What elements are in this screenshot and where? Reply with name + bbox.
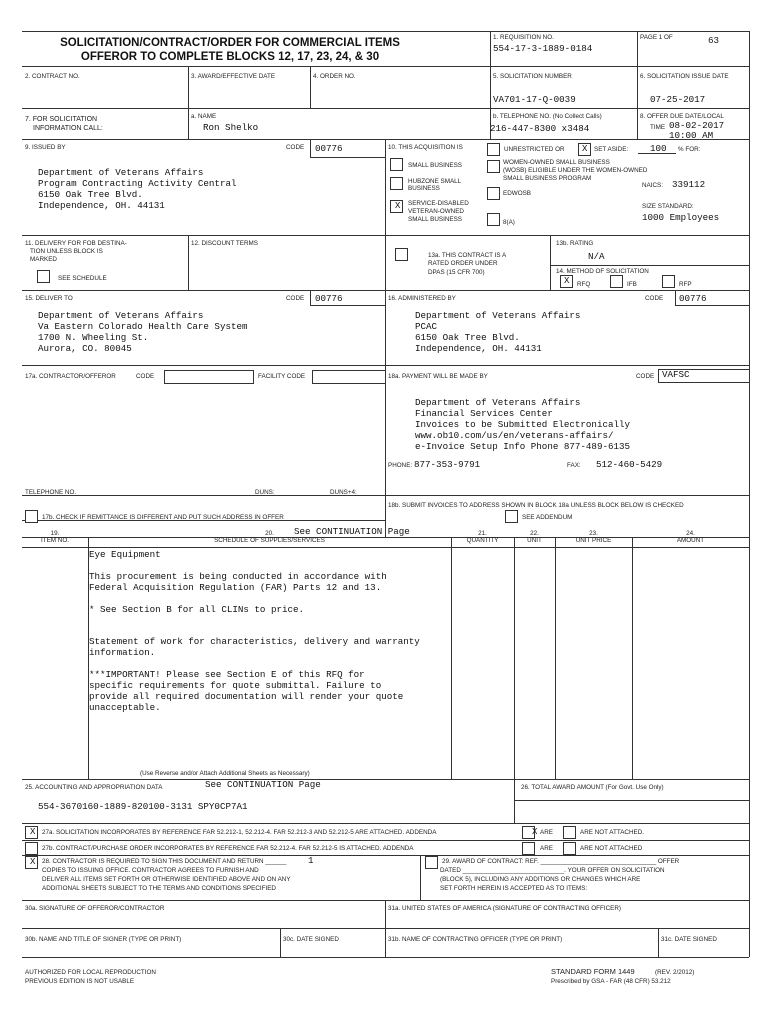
payment-line-3: Invoices to be Submitted Electronically — [415, 419, 631, 430]
duns-label: DUNS: — [255, 489, 275, 496]
clause-28-line-2: COPIES TO ISSUING OFFICE. CONTRACTOR AGREES TO FURNISH AND — [42, 867, 259, 874]
contact-name: Ron Shelko — [203, 122, 259, 133]
administered-by-line-2: PCAC — [415, 321, 438, 332]
administered-by-line-1: Department of Veterans Affairs — [415, 310, 581, 321]
solicitation-no-label: 5. SOLICITATION NUMBER — [493, 73, 572, 80]
order-no-label: 4. ORDER NO. — [313, 73, 356, 80]
solicitation-no-value: VA701-17-Q-0039 — [493, 94, 576, 105]
requisition-value: 554-17-3-1889-0184 — [493, 43, 593, 54]
deliver-to-code-label: CODE — [286, 295, 305, 302]
hubzone-label-2: BUSINESS — [408, 185, 440, 192]
signer-date-label: 30c. DATE SIGNED — [283, 936, 339, 943]
remittance-checkbox[interactable] — [25, 510, 38, 523]
wosb-label-2: (WOSB) ELIGIBLE UNDER THE WOMEN-OWNED — [503, 167, 648, 174]
footer-revision: (REV. 2/2012) — [655, 969, 695, 976]
administered-by-label: 16. ADMINISTERED BY — [388, 295, 456, 302]
set-aside-mark: X — [582, 144, 588, 154]
col-amount-2: AMOUNT — [676, 537, 705, 544]
offer-due-label: 8. OFFER DUE DATE/LOCAL — [640, 113, 724, 120]
schedule-line: specific requirements for quote submittal. Failure to — [89, 680, 382, 691]
contractor-telephone-label: TELEPHONE NO. — [25, 489, 77, 496]
page-label: PAGE 1 OF — [640, 34, 673, 41]
rated-order-label-2: RATED ORDER UNDER — [428, 260, 498, 267]
issued-by-line-4: Independence, OH. 44131 — [38, 200, 165, 211]
col-schedule-2: SCHEDULE OF SUPPLIES/SERVICES — [214, 537, 325, 544]
page-total: 63 — [708, 35, 720, 46]
rfq-label: RFQ — [577, 281, 591, 288]
deliver-to-line-2: Va Eastern Colorado Health Care System — [38, 321, 248, 332]
deliver-to-label: 15. DELIVER TO — [25, 295, 73, 302]
8a-label: 8(A) — [503, 219, 515, 226]
clause-27a-are-mark: X — [532, 827, 538, 837]
contractor-label: 17a. CONTRACTOR/OFFEROR — [25, 373, 116, 380]
clause-27a-are-label: ARE — [540, 829, 553, 836]
clause-29-line-4: SET FORTH HEREIN IS ACCEPTED AS TO ITEMS: — [440, 885, 588, 892]
addendum-checkbox[interactable] — [505, 510, 518, 523]
contractor-code-label: CODE — [136, 373, 155, 380]
delivery-fob-label-3: MARKED — [30, 256, 57, 263]
sdvosb-label-1: SERVICE-DISABLED — [408, 200, 469, 207]
clause-29-line-3: (BLOCK 5), INCLUDING ANY ADDITIONS OR CHANGES WHICH ARE — [440, 876, 641, 883]
col-quantity-1: 21. — [478, 530, 487, 537]
clause-27a-are-not-label: ARE NOT ATTACHED. — [580, 829, 645, 836]
payment-line-1: Department of Veterans Affairs — [415, 397, 581, 408]
discount-terms-label: 12. DISCOUNT TERMS — [191, 240, 258, 247]
set-aside-percent: 100 — [650, 143, 667, 154]
clause-28-line-4: ADDITIONAL SHEETS SUBJECT TO THE TERMS AND CONDITIONS SPECIFIED — [42, 885, 276, 892]
schedule-line: Federal Acquisition Regulation (FAR) Parts 12 and 13. — [89, 582, 382, 593]
administered-by-code-label: CODE — [645, 295, 664, 302]
delivery-fob-label-1: 11. DELIVERY FOR FOB DESTINA- — [25, 240, 127, 247]
name-label: a. NAME — [191, 113, 217, 120]
set-aside-label: SET ASIDE: — [594, 146, 629, 153]
administered-by-code: 00776 — [679, 293, 707, 304]
clause-27b-are-checkbox[interactable] — [522, 842, 535, 855]
telephone-label: b. TELEPHONE NO. (No Collect Calls) — [493, 113, 602, 120]
requisition-label: 1. REQUISITION NO. — [493, 34, 554, 41]
clause-28-copies: 1 — [308, 855, 314, 866]
officer-date-label: 31c. DATE SIGNED — [661, 936, 717, 943]
payment-fax: 512-460-5429 — [596, 459, 663, 470]
rating-value: N/A — [588, 251, 605, 262]
deliver-to-line-3: 1700 N. Wheeling St. — [38, 332, 149, 343]
signature-officer-label: 31a. UNITED STATES OF AMERICA (SIGNATURE OF CONTRACTING OFFICER) — [388, 905, 622, 912]
wosb-label-3: SMALL BUSINESS PROGRAM — [503, 175, 592, 182]
clause-27a-are-not-checkbox[interactable] — [563, 826, 576, 839]
8a-checkbox[interactable] — [487, 213, 500, 226]
clause-27b-are-not-checkbox[interactable] — [563, 842, 576, 855]
clause-28-line-1: 28. CONTRACTOR IS REQUIRED TO SIGN THIS DOCUMENT AND RETURN ______ — [42, 858, 287, 865]
wosb-checkbox[interactable] — [487, 160, 500, 173]
form-title-line1: SOLICITATION/CONTRACT/ORDER FOR COMMERCIAL ITEMS — [60, 37, 400, 49]
clause-28-line-3: DELIVER ALL ITEMS SET FORTH OR OTHERWISE IDENTIFIED ABOVE AND ON ANY — [42, 876, 291, 883]
footer-left-1: AUTHORIZED FOR LOCAL REPRODUCTION — [25, 969, 156, 976]
remittance-label: 17b. CHECK IF REMITTANCE IS DIFFERENT AND PUT SUCH ADDRESS IN OFFER — [42, 514, 284, 521]
payment-code: VAFSC — [662, 369, 690, 380]
contractor-code-field[interactable] — [164, 370, 254, 384]
issued-by-code-label: CODE — [286, 144, 305, 151]
submit-invoices-label: 18b. SUBMIT INVOICES TO ADDRESS SHOWN IN BLOCK 18a UNLESS BLOCK BELOW IS CHECKED — [388, 502, 684, 509]
clause-27b-checkbox[interactable] — [25, 842, 38, 855]
administered-by-line-4: Independence, OH. 44131 — [415, 343, 542, 354]
small-business-label: SMALL BUSINESS — [408, 162, 463, 169]
schedule-continuation: See CONTINUATION Page — [294, 526, 410, 537]
offer-due-time: 10:00 AM — [669, 130, 714, 141]
total-award-label: 26. TOTAL AWARD AMOUNT (For Govt. Use Only) — [521, 784, 664, 791]
payment-label: 18a. PAYMENT WILL BE MADE BY — [388, 373, 488, 380]
footer-form-number: STANDARD FORM 1449 — [551, 967, 635, 976]
form-title-line2: OFFEROR TO COMPLETE BLOCKS 12, 17, 23, 24, & 30 — [80, 51, 380, 63]
payment-line-2: Financial Services Center — [415, 408, 553, 419]
deliver-to-line-1: Department of Veterans Affairs — [38, 310, 204, 321]
signer-name-label: 30b. NAME AND TITLE OF SIGNER (TYPE OR PRINT) — [25, 936, 182, 943]
col-item-no-1: 19. — [50, 530, 60, 537]
schedule-line: unacceptable. — [89, 702, 161, 713]
rated-order-checkbox[interactable] — [395, 248, 408, 261]
telephone-value: 216-447-8300 x3484 — [490, 123, 590, 134]
clause-29-line-2: DATED _____________________________. YOUR OFFER ON SOLICITATION — [440, 867, 665, 874]
payment-phone-label: PHONE: — [388, 462, 413, 469]
sdvosb-label-3: SMALL BUSINESS — [408, 216, 463, 223]
deliver-to-line-4: Aurora, CO. 80045 — [38, 343, 132, 354]
schedule-line: Statement of work for characteristics, delivery and warranty — [89, 636, 420, 647]
col-quantity-2: QUANTITY — [466, 537, 499, 544]
acquisition-label: 10. THIS ACQUISITION IS — [388, 144, 463, 151]
issued-by-label: 9. ISSUED BY — [25, 144, 66, 151]
wosb-label-1: WOMEN-OWNED SMALL BUSINESS — [503, 159, 610, 166]
schedule-line: ***IMPORTANT! Please see Section E of this RFQ for — [89, 669, 365, 680]
col-amount-1: 24. — [686, 530, 695, 537]
payment-code-label: CODE — [636, 373, 655, 380]
issue-date-label: 6. SOLICITATION ISSUE DATE — [640, 73, 729, 80]
schedule-line: This procurement is being conducted in accordance with — [89, 571, 387, 582]
for-info-label-2: INFORMATION CALL: — [33, 125, 103, 132]
time-label: TIME — [650, 124, 666, 131]
see-schedule-checkbox[interactable] — [37, 270, 50, 283]
rfq-mark: X — [564, 276, 570, 286]
naics-label: NAICS: — [642, 182, 663, 189]
rated-order-label-3: DPAS (15 CFR 700) — [428, 269, 485, 276]
facility-code-label: FACILITY CODE — [258, 373, 306, 380]
clause-27b-are-label: ARE — [540, 845, 553, 852]
reverse-note: (Use Reverse and/or Attach Additional Sheets as Necessary) — [140, 770, 310, 777]
administered-by-line-3: 6150 Oak Tree Blvd. — [415, 332, 520, 343]
payment-fax-label: FAX: — [567, 462, 581, 469]
col-item-no-2: ITEM NO. — [41, 537, 69, 544]
clause-27b-label: 27b. CONTRACT/PURCHASE ORDER INCORPORATES BY REFERENCE FAR 52.212-4. FAR 52.212-5 IS ATTACHED. ADDENDA — [42, 845, 414, 852]
schedule-line: Eye Equipment — [89, 549, 161, 560]
see-addendum-label: SEE ADDENDUM — [522, 514, 573, 521]
clause-28-mark: X — [30, 857, 36, 867]
col-unit-price-1: 23. — [589, 530, 598, 537]
unrestricted-checkbox[interactable] — [487, 143, 500, 156]
col-unit-1: 22. — [530, 530, 539, 537]
see-schedule-label: SEE SCHEDULE — [58, 275, 107, 282]
duns4-label: DUNS+4: — [330, 489, 357, 496]
sdvosb-label-2: VETERAN-OWNED — [408, 208, 464, 215]
issued-by-code: 00776 — [315, 143, 343, 154]
ifb-checkbox[interactable] — [610, 275, 623, 288]
accounting-continuation: See CONTINUATION Page — [205, 779, 321, 790]
edwosb-checkbox[interactable] — [487, 187, 500, 200]
officer-name-label: 31b. NAME OF CONTRACTING OFFICER (TYPE OR PRINT) — [388, 936, 563, 943]
clause-29-line-1: 29. AWARD OF CONTRACT: REF. _________________________________ OFFER — [442, 858, 680, 865]
issued-by-line-2: Program Contracting Activity Central — [38, 178, 237, 189]
issued-by-line-3: 6150 Oak Tree Blvd. — [38, 189, 143, 200]
rated-order-label-1: 13a. THIS CONTRACT IS A — [428, 252, 507, 259]
hubzone-label-1: HUBZONE SMALL — [408, 178, 462, 185]
issued-by-line-1: Department of Veterans Affairs — [38, 167, 204, 178]
award-date-label: 3. AWARD/EFFECTIVE DATE — [191, 73, 276, 80]
contract-no-label: 2. CONTRACT NO. — [25, 73, 80, 80]
for-info-label-1: 7. FOR SOLICITATION — [25, 116, 98, 123]
rfp-checkbox[interactable] — [662, 275, 675, 288]
payment-line-4: www.ob10.com/us/en/veterans-affairs/ — [415, 430, 614, 441]
ifb-label: IFB — [627, 281, 637, 288]
issue-date-value: 07-25-2017 — [650, 94, 706, 105]
footer-prescribed: Prescribed by GSA - FAR (48 CFR) 53.212 — [551, 978, 671, 985]
accounting-value: 554-3670160-1889-820100-3131 SPY0CP7A1 — [38, 801, 248, 812]
unrestricted-label: UNRESTRICTED OR — [504, 146, 565, 153]
edwosb-label: EDWOSB — [503, 190, 531, 197]
rfp-label: RFP — [679, 281, 692, 288]
schedule-line: provide all required documentation will render your quote — [89, 691, 404, 702]
col-unit-2: UNIT — [527, 537, 542, 544]
hubzone-checkbox[interactable] — [390, 177, 403, 190]
percent-for-label: % FOR: — [678, 146, 701, 153]
accounting-label: 25. ACCOUNTING AND APPROPRIATION DATA — [25, 784, 163, 791]
clause-27b-are-not-label: ARE NOT ATTACHED — [580, 845, 643, 852]
delivery-fob-label-2: TION UNLESS BLOCK IS — [30, 248, 103, 255]
facility-code-field[interactable] — [312, 370, 386, 384]
clause-27a-label: 27a. SOLICITATION INCORPORATES BY REFERENCE FAR 52.212-1, 52.212-4. FAR 52.212-3 AND 52.212-5 ARE ATTACHED. ADDENDA — [42, 829, 437, 836]
payment-line-5: e-Invoice Setup Info Phone 877-489-6135 — [415, 441, 631, 452]
col-unit-price-2: UNIT PRICE — [575, 537, 612, 544]
deliver-to-code: 00776 — [315, 293, 343, 304]
signature-offeror-label: 30a. SIGNATURE OF OFFEROR/CONTRACTOR — [25, 905, 165, 912]
col-schedule-1: 20. — [265, 530, 274, 537]
schedule-line: information. — [89, 647, 156, 658]
sdvosb-mark: X — [395, 201, 401, 211]
size-standard-label: SIZE STANDARD: — [642, 203, 694, 210]
solicitation-method-label: 14. METHOD OF SOLICITATION — [556, 268, 649, 275]
clause-29-checkbox[interactable] — [425, 856, 438, 869]
footer-left-2: PREVIOUS EDITION IS NOT USABLE — [25, 978, 135, 985]
small-business-checkbox[interactable] — [390, 158, 403, 171]
offer-due-date: 08-02-2017 — [669, 120, 725, 131]
clause-27a-mark: X — [30, 827, 36, 837]
size-standard-value: 1000 Employees — [642, 212, 720, 223]
schedule-line: * See Section B for all CLINs to price. — [89, 604, 305, 615]
payment-phone: 877-353-9791 — [414, 459, 481, 470]
naics-value: 339112 — [672, 179, 706, 190]
rating-label: 13b. RATING — [556, 240, 594, 247]
